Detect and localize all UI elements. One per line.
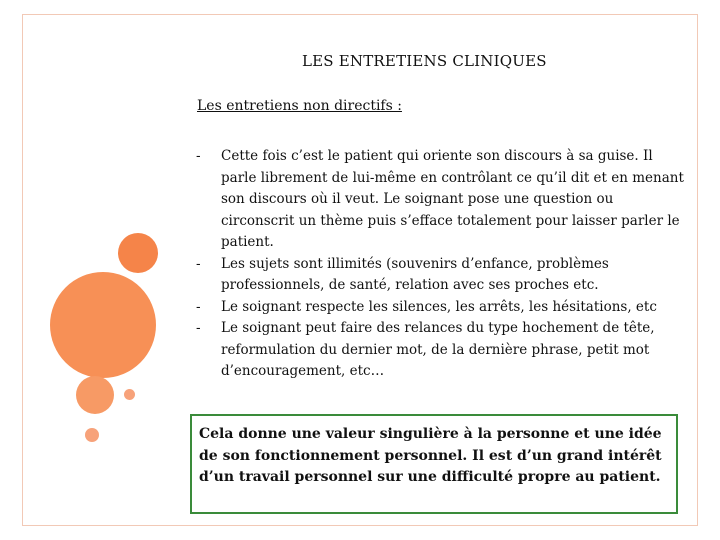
bullet-marker: - (196, 298, 201, 315)
decorative-circle-tiny-2 (124, 389, 135, 400)
section-heading: Les entretiens non directifs : (197, 98, 402, 114)
bullet-marker: - (196, 320, 201, 336)
bullet-item (196, 297, 686, 319)
decorative-circle-tiny (85, 428, 99, 442)
bullet-marker: - (196, 255, 201, 272)
bullet-item (196, 146, 686, 254)
bullet-item (196, 254, 686, 297)
bullet-text: Cette fois c’est le patient qui oriente son discours à sa guise. Il parle librement de lui-même en contrôlant ce qu’il dit et en menant son discours où il veut. Le soignant pose une question ou circonscrit un thème puis s’efface totalement pour laisser parler le patient. (221, 148, 684, 250)
highlight-text: Cela donne une valeur singulière à la personne et une idée de son fonctionnement personnel. Il est d’un grand intérêt d’un travail personnel sur une difficulté propre au patient. (199, 426, 662, 485)
bullet-marker: - (196, 148, 201, 164)
decorative-circle-small (76, 376, 114, 414)
bullet-text: Le soignant respecte les silences, les arrêts, les hésitations, etc (221, 298, 657, 315)
bullet-list (196, 146, 686, 383)
slide-title: LES ENTRETIENS CLINIQUES (302, 52, 547, 70)
bullet-text: Le soignant peut faire des relances du type hochement de tête, reformulation du dernier mot, de la dernière phrase, petit mot d’encouragement, etc… (221, 320, 655, 379)
decorative-circle-large (50, 272, 156, 378)
decorative-circle-medium (118, 233, 158, 273)
bullet-text: Les sujets sont illimités (souvenirs d’enfance, problèmes professionnels, de santé, relation avec ses proches etc. (221, 255, 609, 293)
bullet-item (196, 318, 686, 383)
highlight-box (190, 414, 678, 514)
